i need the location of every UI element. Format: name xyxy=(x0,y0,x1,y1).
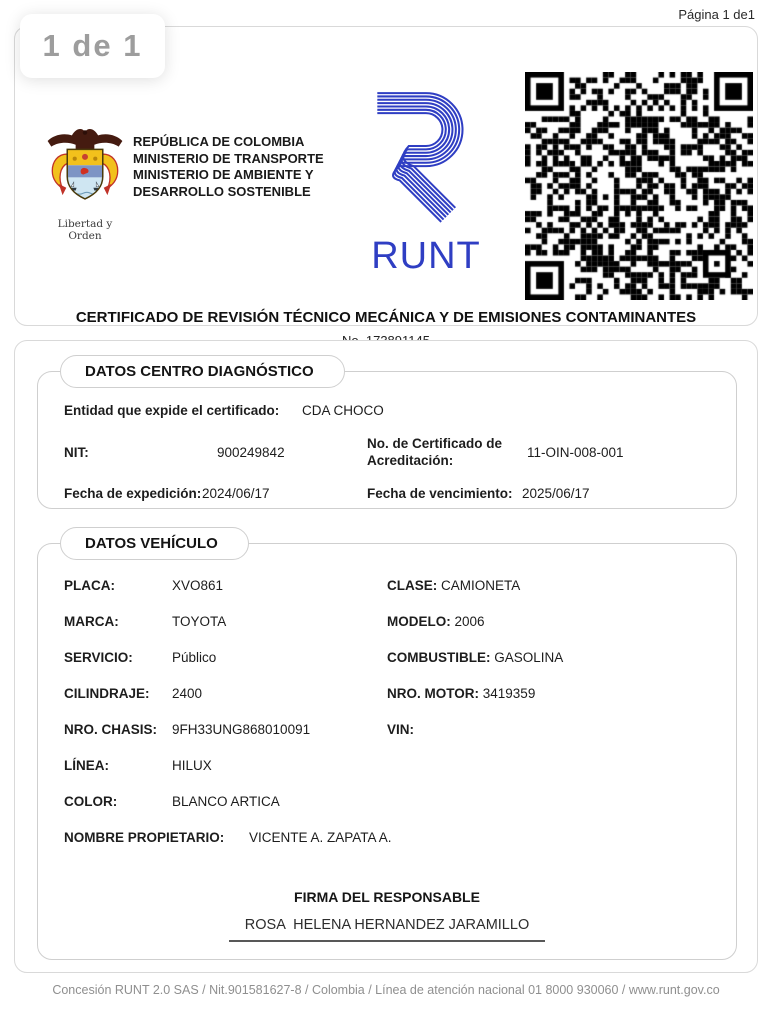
nit-value: 900249842 xyxy=(217,444,285,460)
certificate-title: CERTIFICADO DE REVISIÓN TÉCNICO MECÁNICA Y DE EMISIONES CONTAMINANTES xyxy=(75,309,697,326)
coat-of-arms-icon xyxy=(44,126,126,212)
vencimiento-label: Fecha de vencimiento: xyxy=(367,486,513,501)
ministries-line4: DESARROLLO SOSTENIBLE xyxy=(133,183,311,199)
ministries-line1: REPÚBLICA DE COLOMBIA xyxy=(133,134,305,149)
row-placa-clase xyxy=(64,577,726,595)
row-chasis-vin xyxy=(64,721,726,739)
propietario-value: VICENTE A. ZAPATA A. xyxy=(249,830,392,845)
runt-wordmark: RUNT xyxy=(371,235,481,277)
vin-label: VIN: xyxy=(387,722,414,737)
section-vehiculo-heading: DATOS VEHÍCULO xyxy=(60,527,249,560)
servicio-value: Público xyxy=(172,650,217,665)
color-value: BLANCO ARTICA xyxy=(172,794,280,809)
entidad-value: CDA CHOCO xyxy=(302,403,384,418)
colombia-coat-of-arms xyxy=(42,126,128,242)
row-cilindraje-motor xyxy=(64,685,726,703)
chasis-label: NRO. CHASIS: xyxy=(64,722,158,737)
placa-value: XVO861 xyxy=(172,578,224,593)
motor-label: NRO. MOTOR: xyxy=(387,686,479,701)
runt-logo-icon xyxy=(369,87,483,229)
signature-block xyxy=(38,889,736,942)
linea-label: LÍNEA: xyxy=(64,758,109,773)
combustible-label: COMBUSTIBLE: xyxy=(387,650,491,665)
runt-logo xyxy=(359,87,493,278)
section-centro-diagnostico xyxy=(37,363,737,509)
page-overlay-badge: 1 de 1 xyxy=(20,14,165,78)
placa-label: PLACA: xyxy=(64,578,115,593)
footer-text: Concesión RUNT 2.0 SAS / Nit.901581627-8 / Colombia / Línea de atención nacional 01 8000 930060 / www.runt.gov.co xyxy=(52,983,720,997)
qr-code-canvas xyxy=(525,72,753,300)
page-indicator: Página 1 de1 xyxy=(678,7,755,22)
row-propietario xyxy=(64,829,726,847)
section-vehiculo xyxy=(37,535,737,960)
cilindraje-value: 2400 xyxy=(172,686,203,701)
servicio-label: SERVICIO: xyxy=(64,650,133,665)
row-nit-acreditacion xyxy=(64,435,726,469)
expedicion-label: Fecha de expedición: xyxy=(64,486,202,501)
row-entidad xyxy=(64,402,726,419)
modelo-value: 2006 xyxy=(454,614,485,629)
propietario-label: NOMBRE PROPIETARIO: xyxy=(64,830,225,845)
signature-name: ROSA HELENA HERNANDEZ JARAMILLO xyxy=(229,917,545,942)
acreditacion-value: 11-OIN-008-001 xyxy=(527,444,624,460)
clase-label: CLASE: xyxy=(387,578,438,593)
row-color xyxy=(64,793,726,811)
section-centro-heading: DATOS CENTRO DIAGNÓSTICO xyxy=(60,355,345,388)
modelo-label: MODELO: xyxy=(387,614,451,629)
clase-value: CAMIONETA xyxy=(441,578,521,593)
nit-label: NIT: xyxy=(64,444,89,460)
row-marca-modelo xyxy=(64,613,726,631)
row-fechas xyxy=(64,485,726,502)
combustible-value: GASOLINA xyxy=(494,650,564,665)
chasis-value: 9FH33UNG868010091 xyxy=(172,722,311,737)
motor-value: 3419359 xyxy=(482,686,536,701)
expedicion-value: 2024/06/17 xyxy=(202,486,270,501)
row-linea xyxy=(64,757,726,775)
ministries-text xyxy=(133,134,324,200)
cilindraje-label: CILINDRAJE: xyxy=(64,686,150,701)
coat-motto: Libertad y Orden xyxy=(57,218,113,242)
ministries-line2: MINISTERIO DE TRANSPORTE xyxy=(133,150,324,166)
vencimiento-value: 2025/06/17 xyxy=(522,486,590,501)
marca-label: MARCA: xyxy=(64,614,119,629)
body-card xyxy=(14,340,758,973)
entidad-label: Entidad que expide el certificado: xyxy=(64,403,280,418)
marca-value: TOYOTA xyxy=(172,614,227,629)
qr-code xyxy=(525,72,753,300)
signature-title: FIRMA DEL RESPONSABLE xyxy=(294,889,480,905)
row-servicio-combustible xyxy=(64,649,726,667)
acreditacion-label: No. de Certificado de Acreditación: xyxy=(367,436,503,468)
color-label: COLOR: xyxy=(64,794,118,809)
linea-value: HILUX xyxy=(172,758,212,773)
ministries-line3: MINISTERIO DE AMBIENTE Y xyxy=(133,167,314,182)
